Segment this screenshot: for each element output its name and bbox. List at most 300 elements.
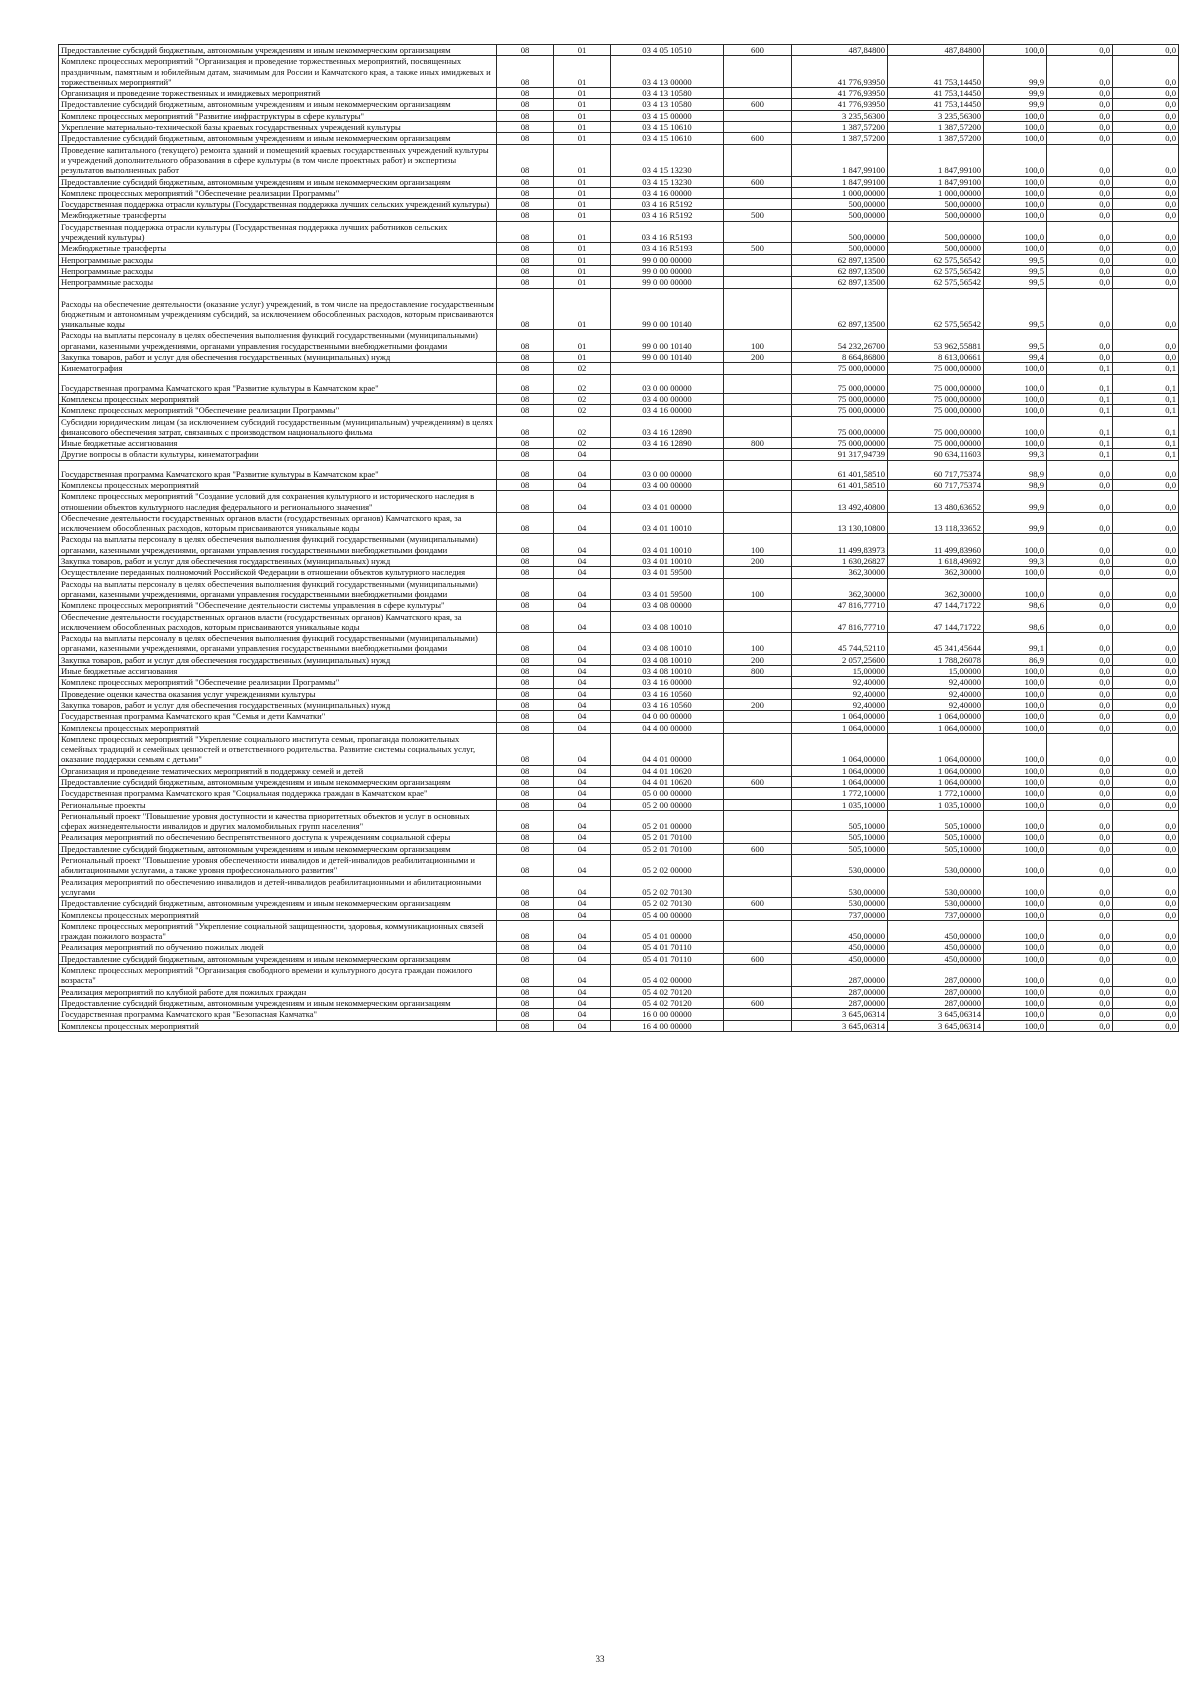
executed-amount: 47 144,71722	[888, 600, 984, 611]
approved-amount: 75 000,00000	[792, 438, 888, 449]
expense-type-code: 200	[724, 556, 792, 567]
section-code: 08	[497, 534, 554, 556]
share-percent-a: 0,0	[1047, 556, 1113, 567]
target-article-code: 03 4 01 10010	[611, 556, 724, 567]
target-article-code: 03 4 16 00000	[611, 677, 724, 688]
section-code: 08	[497, 199, 554, 210]
subsection-code: 01	[554, 45, 611, 56]
row-description: Комплексы процессных мероприятий	[59, 1020, 497, 1031]
share-percent-a: 0,1	[1047, 449, 1113, 460]
table-row	[59, 1020, 1179, 1031]
section-code: 08	[497, 352, 554, 363]
execution-percent: 100,0	[984, 187, 1047, 198]
execution-percent: 100,0	[984, 416, 1047, 438]
share-percent-a: 0,0	[1047, 909, 1113, 920]
share-percent-b: 0,0	[1113, 243, 1179, 254]
table-row	[59, 843, 1179, 854]
expense-type-code: 500	[724, 210, 792, 221]
section-code: 08	[497, 438, 554, 449]
executed-amount: 53 962,55881	[888, 330, 984, 352]
target-article-code: 05 2 00 00000	[611, 799, 724, 810]
table-row	[59, 1009, 1179, 1020]
row-description: Государственная программа Камчатского края "Безопасная Камчатка"	[59, 1009, 497, 1020]
table-row	[59, 187, 1179, 198]
execution-percent: 99,5	[984, 277, 1047, 288]
expense-type-code	[724, 254, 792, 265]
expense-type-code	[724, 288, 792, 330]
target-article-code: 05 2 02 70130	[611, 898, 724, 909]
executed-amount: 287,00000	[888, 986, 984, 997]
row-description: Межбюджетные трансферты	[59, 243, 497, 254]
approved-amount: 62 897,13500	[792, 265, 888, 276]
executed-amount: 1 064,00000	[888, 722, 984, 733]
target-article-code: 99 0 00 10140	[611, 288, 724, 330]
share-percent-b: 0,0	[1113, 810, 1179, 832]
expense-type-code	[724, 876, 792, 898]
subsection-code: 01	[554, 254, 611, 265]
row-description: Расходы на выплаты персоналу в целях обеспечения выполнения функций государственными (муниципальными) органами, казенными учреждениями, органами управления государственными внебюджетными фондами	[59, 633, 497, 655]
share-percent-b: 0,0	[1113, 199, 1179, 210]
expense-type-code: 500	[724, 243, 792, 254]
share-percent-b: 0,1	[1113, 405, 1179, 416]
share-percent-b: 0,0	[1113, 876, 1179, 898]
target-article-code: 03 4 16 10560	[611, 699, 724, 710]
table-row	[59, 416, 1179, 438]
section-code: 08	[497, 288, 554, 330]
share-percent-b: 0,0	[1113, 88, 1179, 99]
table-row	[59, 909, 1179, 920]
table-row	[59, 199, 1179, 210]
target-article-code: 03 4 15 13230	[611, 144, 724, 176]
table-row	[59, 799, 1179, 810]
execution-percent: 100,0	[984, 920, 1047, 942]
execution-percent: 98,6	[984, 611, 1047, 633]
table-row	[59, 788, 1179, 799]
section-code: 08	[497, 855, 554, 877]
section-code: 08	[497, 942, 554, 953]
expense-type-code	[724, 799, 792, 810]
subsection-code: 04	[554, 777, 611, 788]
share-percent-a: 0,0	[1047, 711, 1113, 722]
share-percent-a: 0,0	[1047, 277, 1113, 288]
section-code: 08	[497, 56, 554, 88]
approved-amount: 500,00000	[792, 199, 888, 210]
executed-amount: 287,00000	[888, 965, 984, 987]
row-description: Комплекс процессных мероприятий "Развитие инфраструктуры в сфере культуры"	[59, 110, 497, 121]
share-percent-a: 0,0	[1047, 133, 1113, 144]
share-percent-a: 0,0	[1047, 254, 1113, 265]
share-percent-b: 0,0	[1113, 997, 1179, 1008]
target-article-code: 99 0 00 00000	[611, 265, 724, 276]
share-percent-a: 0,0	[1047, 45, 1113, 56]
approved-amount: 62 897,13500	[792, 277, 888, 288]
share-percent-a: 0,0	[1047, 479, 1113, 490]
row-description: Комплексы процессных мероприятий	[59, 393, 497, 404]
target-article-code: 03 4 16 R5193	[611, 221, 724, 243]
share-percent-b: 0,0	[1113, 965, 1179, 987]
execution-percent: 100,0	[984, 942, 1047, 953]
row-description: Реализация мероприятий по обучению пожилых людей	[59, 942, 497, 953]
section-code: 08	[497, 144, 554, 176]
table-row	[59, 491, 1179, 513]
table-row	[59, 997, 1179, 1008]
expense-type-code	[724, 733, 792, 765]
target-article-code: 99 0 00 00000	[611, 254, 724, 265]
approved-amount: 287,00000	[792, 986, 888, 997]
table-row	[59, 110, 1179, 121]
subsection-code: 01	[554, 176, 611, 187]
target-article-code: 04 4 01 10620	[611, 765, 724, 776]
share-percent-a: 0,0	[1047, 688, 1113, 699]
share-percent-b: 0,0	[1113, 942, 1179, 953]
target-article-code: 05 0 00 00000	[611, 788, 724, 799]
row-description: Государственная программа Камчатского края "Развитие культуры в Камчатском крае"	[59, 460, 497, 479]
section-code: 08	[497, 265, 554, 276]
table-row	[59, 460, 1179, 479]
share-percent-b: 0,0	[1113, 855, 1179, 877]
subsection-code: 01	[554, 352, 611, 363]
share-percent-a: 0,1	[1047, 363, 1113, 374]
executed-amount: 362,30000	[888, 567, 984, 578]
row-description: Иные бюджетные ассигнования	[59, 438, 497, 449]
executed-amount: 505,10000	[888, 810, 984, 832]
subsection-code: 02	[554, 374, 611, 393]
share-percent-b: 0,0	[1113, 733, 1179, 765]
share-percent-a: 0,0	[1047, 221, 1113, 243]
expense-type-code: 600	[724, 99, 792, 110]
executed-amount: 1 618,49692	[888, 556, 984, 567]
row-description: Организация и проведение торжественных и имиджевых мероприятий	[59, 88, 497, 99]
share-percent-a: 0,0	[1047, 876, 1113, 898]
execution-percent: 100,0	[984, 765, 1047, 776]
expense-type-code	[724, 711, 792, 722]
target-article-code: 03 4 13 10580	[611, 88, 724, 99]
table-row	[59, 122, 1179, 133]
share-percent-b: 0,0	[1113, 221, 1179, 243]
table-row	[59, 88, 1179, 99]
table-row	[59, 265, 1179, 276]
share-percent-b: 0,0	[1113, 654, 1179, 665]
execution-percent: 99,3	[984, 449, 1047, 460]
row-description: Проведение оценки качества оказания услуг учреждениями культуры	[59, 688, 497, 699]
share-percent-a: 0,0	[1047, 733, 1113, 765]
subsection-code: 01	[554, 122, 611, 133]
execution-percent: 100,0	[984, 363, 1047, 374]
executed-amount: 500,00000	[888, 221, 984, 243]
expense-type-code: 200	[724, 352, 792, 363]
share-percent-b: 0,0	[1113, 460, 1179, 479]
execution-percent: 100,0	[984, 777, 1047, 788]
table-row	[59, 374, 1179, 393]
executed-amount: 92,40000	[888, 699, 984, 710]
expense-type-code	[724, 449, 792, 460]
subsection-code: 02	[554, 363, 611, 374]
share-percent-a: 0,0	[1047, 210, 1113, 221]
section-code: 08	[497, 654, 554, 665]
subsection-code: 04	[554, 832, 611, 843]
expense-type-code: 100	[724, 534, 792, 556]
table-row	[59, 438, 1179, 449]
row-description: Кинематография	[59, 363, 497, 374]
execution-percent: 100,0	[984, 997, 1047, 1008]
section-code: 08	[497, 611, 554, 633]
target-article-code: 05 4 01 70110	[611, 953, 724, 964]
share-percent-b: 0,0	[1113, 1009, 1179, 1020]
approved-amount: 3 235,56300	[792, 110, 888, 121]
approved-amount: 75 000,00000	[792, 374, 888, 393]
execution-percent: 100,0	[984, 688, 1047, 699]
expense-type-code	[724, 965, 792, 987]
row-description: Региональные проекты	[59, 799, 497, 810]
execution-percent: 86,9	[984, 654, 1047, 665]
executed-amount: 1 788,26078	[888, 654, 984, 665]
expense-type-code	[724, 144, 792, 176]
executed-amount: 1 035,10000	[888, 799, 984, 810]
row-description: Комплекс процессных мероприятий "Обеспечение реализации Программы"	[59, 405, 497, 416]
table-row	[59, 479, 1179, 490]
subsection-code: 04	[554, 843, 611, 854]
target-article-code: 05 4 01 00000	[611, 920, 724, 942]
executed-amount: 62 575,56542	[888, 254, 984, 265]
row-description: Государственная программа Камчатского края "Социальная поддержка граждан в Камчатском крае"	[59, 788, 497, 799]
approved-amount: 1 064,00000	[792, 777, 888, 788]
approved-amount: 75 000,00000	[792, 416, 888, 438]
subsection-code: 04	[554, 722, 611, 733]
share-percent-a: 0,0	[1047, 578, 1113, 600]
share-percent-b: 0,0	[1113, 187, 1179, 198]
subsection-code: 04	[554, 666, 611, 677]
execution-percent: 100,0	[984, 722, 1047, 733]
row-description: Региональный проект "Повышение уровня обеспеченности инвалидов и детей-инвалидов реабилитационными и абилитационными услугами, а также уровня профессионального развития"	[59, 855, 497, 877]
execution-percent: 100,0	[984, 843, 1047, 854]
share-percent-a: 0,0	[1047, 144, 1113, 176]
approved-amount: 362,30000	[792, 578, 888, 600]
expense-type-code	[724, 920, 792, 942]
section-code: 08	[497, 491, 554, 513]
approved-amount: 1 064,00000	[792, 765, 888, 776]
share-percent-a: 0,0	[1047, 491, 1113, 513]
execution-percent: 99,5	[984, 265, 1047, 276]
table-row	[59, 393, 1179, 404]
subsection-code: 01	[554, 330, 611, 352]
approved-amount: 500,00000	[792, 243, 888, 254]
expense-type-code	[724, 788, 792, 799]
expense-type-code	[724, 909, 792, 920]
share-percent-b: 0,0	[1113, 277, 1179, 288]
executed-amount: 75 000,00000	[888, 393, 984, 404]
approved-amount: 505,10000	[792, 832, 888, 843]
subsection-code: 04	[554, 534, 611, 556]
share-percent-b: 0,0	[1113, 633, 1179, 655]
approved-amount: 450,00000	[792, 942, 888, 953]
approved-amount: 62 897,13500	[792, 254, 888, 265]
expense-type-code	[724, 677, 792, 688]
table-row	[59, 210, 1179, 221]
share-percent-b: 0,0	[1113, 788, 1179, 799]
row-description: Комплекс процессных мероприятий "Обеспечение реализации Программы"	[59, 677, 497, 688]
approved-amount: 92,40000	[792, 688, 888, 699]
row-description: Комплекс процессных мероприятий "Обеспечение реализации Программы"	[59, 187, 497, 198]
share-percent-b: 0,0	[1113, 699, 1179, 710]
row-description: Другие вопросы в области культуры, кинематографии	[59, 449, 497, 460]
row-description: Предоставление субсидий бюджетным, автономным учреждениям и иным некоммерческим организациям	[59, 898, 497, 909]
target-article-code: 03 4 00 00000	[611, 479, 724, 490]
row-description: Предоставление субсидий бюджетным, автономным учреждениям и иным некоммерческим организациям	[59, 176, 497, 187]
section-code: 08	[497, 405, 554, 416]
section-code: 08	[497, 567, 554, 578]
executed-amount: 75 000,00000	[888, 405, 984, 416]
expense-type-code	[724, 567, 792, 578]
target-article-code: 03 4 16 12890	[611, 416, 724, 438]
share-percent-a: 0,0	[1047, 777, 1113, 788]
executed-amount: 62 575,56542	[888, 277, 984, 288]
section-code: 08	[497, 832, 554, 843]
execution-percent: 99,9	[984, 491, 1047, 513]
section-code: 08	[497, 711, 554, 722]
share-percent-b: 0,0	[1113, 352, 1179, 363]
target-article-code: 03 4 16 12890	[611, 438, 724, 449]
execution-percent: 100,0	[984, 909, 1047, 920]
section-code: 08	[497, 953, 554, 964]
share-percent-a: 0,0	[1047, 567, 1113, 578]
section-code: 08	[497, 666, 554, 677]
expense-type-code	[724, 765, 792, 776]
share-percent-b: 0,0	[1113, 832, 1179, 843]
table-row	[59, 920, 1179, 942]
execution-percent: 99,9	[984, 88, 1047, 99]
execution-percent: 100,0	[984, 210, 1047, 221]
table-row	[59, 654, 1179, 665]
subsection-code: 01	[554, 210, 611, 221]
subsection-code: 04	[554, 997, 611, 1008]
share-percent-a: 0,0	[1047, 765, 1113, 776]
approved-amount: 11 499,83973	[792, 534, 888, 556]
table-row	[59, 45, 1179, 56]
executed-amount: 362,30000	[888, 578, 984, 600]
executed-amount: 90 634,11603	[888, 449, 984, 460]
share-percent-a: 0,0	[1047, 799, 1113, 810]
subsection-code: 04	[554, 942, 611, 953]
table-row	[59, 352, 1179, 363]
expense-type-code: 200	[724, 699, 792, 710]
table-row	[59, 405, 1179, 416]
row-description: Предоставление субсидий бюджетным, автономным учреждениям и иным некоммерческим организациям	[59, 843, 497, 854]
target-article-code: 03 4 08 10010	[611, 633, 724, 655]
executed-amount: 75 000,00000	[888, 363, 984, 374]
executed-amount: 41 753,14450	[888, 88, 984, 99]
share-percent-b: 0,0	[1113, 920, 1179, 942]
execution-percent: 100,0	[984, 876, 1047, 898]
share-percent-a: 0,0	[1047, 997, 1113, 1008]
share-percent-a: 0,0	[1047, 512, 1113, 534]
target-article-code: 03 4 08 10010	[611, 611, 724, 633]
approved-amount: 41 776,93950	[792, 99, 888, 110]
executed-amount: 3 235,56300	[888, 110, 984, 121]
share-percent-b: 0,0	[1113, 909, 1179, 920]
table-row	[59, 254, 1179, 265]
expense-type-code	[724, 512, 792, 534]
executed-amount: 1 064,00000	[888, 711, 984, 722]
expense-type-code	[724, 122, 792, 133]
target-article-code: 03 4 16 R5192	[611, 210, 724, 221]
expense-type-code: 800	[724, 438, 792, 449]
expense-type-code	[724, 221, 792, 243]
share-percent-a: 0,0	[1047, 187, 1113, 198]
table-row	[59, 600, 1179, 611]
target-article-code: 99 0 00 10140	[611, 330, 724, 352]
target-article-code: 05 4 00 00000	[611, 909, 724, 920]
row-description: Межбюджетные трансферты	[59, 210, 497, 221]
expense-type-code: 600	[724, 176, 792, 187]
section-code: 08	[497, 210, 554, 221]
share-percent-b: 0,0	[1113, 45, 1179, 56]
subsection-code: 01	[554, 221, 611, 243]
share-percent-b: 0,0	[1113, 777, 1179, 788]
section-code: 08	[497, 187, 554, 198]
section-code: 08	[497, 122, 554, 133]
subsection-code: 01	[554, 88, 611, 99]
executed-amount: 41 753,14450	[888, 56, 984, 88]
approved-amount: 1 000,00000	[792, 187, 888, 198]
approved-amount: 3 645,06314	[792, 1009, 888, 1020]
row-description: Государственная поддержка отрасли культуры (Государственная поддержка лучших работников сельских учреждений культуры)	[59, 221, 497, 243]
share-percent-b: 0,0	[1113, 898, 1179, 909]
row-description: Предоставление субсидий бюджетным, автономным учреждениям и иным некоммерческим организациям	[59, 777, 497, 788]
approved-amount: 500,00000	[792, 221, 888, 243]
approved-amount: 1 387,57200	[792, 122, 888, 133]
row-description: Комплексы процессных мероприятий	[59, 722, 497, 733]
share-percent-a: 0,1	[1047, 374, 1113, 393]
executed-amount: 92,40000	[888, 677, 984, 688]
share-percent-b: 0,0	[1113, 534, 1179, 556]
row-description: Организация и проведение тематических мероприятий в поддержку семей и детей	[59, 765, 497, 776]
share-percent-a: 0,0	[1047, 1020, 1113, 1031]
share-percent-a: 0,0	[1047, 88, 1113, 99]
subsection-code: 04	[554, 953, 611, 964]
approved-amount: 62 897,13500	[792, 288, 888, 330]
page-number: 33	[595, 1654, 605, 1664]
subsection-code: 02	[554, 438, 611, 449]
target-article-code: 04 0 00 00000	[611, 711, 724, 722]
executed-amount: 487,84800	[888, 45, 984, 56]
subsection-code: 01	[554, 288, 611, 330]
subsection-code: 04	[554, 1009, 611, 1020]
share-percent-b: 0,0	[1113, 722, 1179, 733]
approved-amount: 15,00000	[792, 666, 888, 677]
share-percent-a: 0,0	[1047, 722, 1113, 733]
section-code: 08	[497, 449, 554, 460]
section-code: 08	[497, 330, 554, 352]
executed-amount: 530,00000	[888, 855, 984, 877]
target-article-code: 16 0 00 00000	[611, 1009, 724, 1020]
row-description: Предоставление субсидий бюджетным, автономным учреждениям и иным некоммерческим организациям	[59, 99, 497, 110]
executed-amount: 62 575,56542	[888, 265, 984, 276]
approved-amount: 530,00000	[792, 876, 888, 898]
table-row	[59, 363, 1179, 374]
row-description: Иные бюджетные ассигнования	[59, 666, 497, 677]
subsection-code: 04	[554, 633, 611, 655]
share-percent-a: 0,0	[1047, 122, 1113, 133]
executed-amount: 1 000,00000	[888, 187, 984, 198]
execution-percent: 100,0	[984, 110, 1047, 121]
row-description: Предоставление субсидий бюджетным, автономным учреждениям и иным некоммерческим организациям	[59, 45, 497, 56]
approved-amount: 75 000,00000	[792, 405, 888, 416]
executed-amount: 737,00000	[888, 909, 984, 920]
subsection-code: 04	[554, 479, 611, 490]
target-article-code: 03 4 15 13230	[611, 176, 724, 187]
share-percent-a: 0,0	[1047, 1009, 1113, 1020]
execution-percent: 100,0	[984, 832, 1047, 843]
